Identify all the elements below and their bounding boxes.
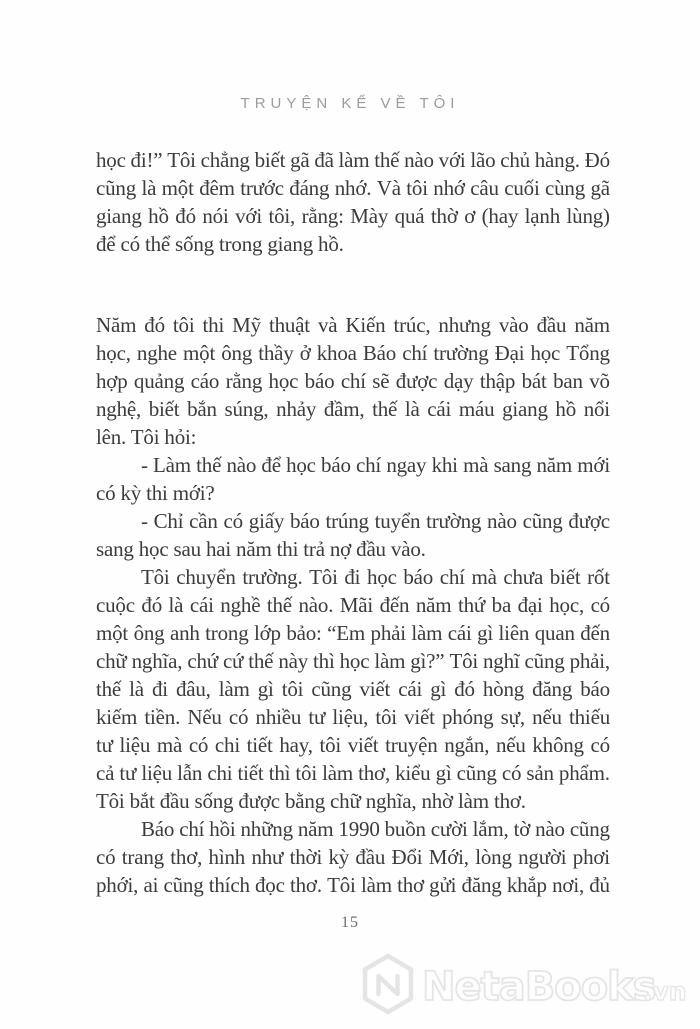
netabooks-watermark-graphic	[362, 950, 692, 1020]
text-line: Năm đó tôi thi Mỹ thuật và Kiến trúc, nhưng vào đầu năm	[96, 313, 610, 337]
text-line: học, nghe một ông thầy ở khoa Báo chí trường Đại học Tổng	[96, 341, 610, 365]
text-line: cuộc đó là cái nghề thế nào. Mãi đến năm thứ ba đại học, có	[96, 593, 610, 617]
netabooks-logo-icon	[365, 956, 411, 1012]
paragraph-dialogue	[96, 451, 610, 507]
paragraph-dialogue	[96, 507, 610, 563]
text-line: cũng là một đêm trước đáng nhớ. Và tôi nhớ câu cuối cùng gã	[96, 176, 610, 200]
paragraph	[96, 146, 610, 258]
page-number: 15	[341, 914, 359, 931]
watermark-tld-text: .vn	[643, 977, 687, 1006]
text-line: Tôi bắt đầu sống được bằng chữ nghĩa, nhờ làm thơ.	[96, 789, 526, 813]
text-line: có kỳ thi mới?	[96, 481, 215, 505]
paragraph	[96, 815, 610, 899]
text-line: học đi!” Tôi chẳng biết gã đã làm thế nào với lão chủ hàng. Đó	[96, 148, 610, 172]
running-title: TRUYỆN KỂ VỀ TÔI	[240, 95, 460, 112]
text-line: sang học sau hai năm thi trả nợ đầu vào.	[96, 537, 426, 561]
text-line: có trang thơ, hình như thời kỳ đầu Đổi Mới, lòng người phơi	[96, 845, 610, 869]
text-line: nghệ, biết bắn súng, nhảy đầm, thế là cái máu giang hồ nổi	[96, 397, 610, 421]
watermark-brand-text: NetaBooks	[422, 964, 656, 1010]
text-line: kiếm tiền. Nếu có nhiều tư liệu, tôi viết phóng sự, nếu thiếu	[96, 705, 610, 729]
text-line: Báo chí hồi những năm 1990 buồn cười lắm, tờ nào cũng	[141, 817, 610, 841]
paragraph	[96, 311, 610, 451]
watermark	[362, 950, 692, 1020]
text-line: - Làm thế nào để học báo chí ngay khi mà sang năm mới	[141, 453, 610, 477]
text-line: thế là đi đâu, làm gì tôi cũng viết cái gì đó hòng đăng báo	[96, 677, 610, 701]
text-line: tư liệu mà có chi tiết hay, tôi viết truyện ngắn, nếu không có	[96, 733, 610, 757]
text-line: Tôi chuyển trường. Tôi đi học báo chí mà chưa biết rốt	[141, 565, 610, 589]
text-line: lên. Tôi hỏi:	[96, 425, 197, 449]
text-line: một ông anh trong lớp bảo: “Em phải làm cái gì liên quan đến	[96, 621, 610, 645]
body-text	[96, 146, 610, 899]
text-line: phới, ai cũng thích đọc thơ. Tôi làm thơ gửi đăng khắp nơi, đủ	[96, 873, 610, 897]
text-line: giang hồ đó nói với tôi, rằng: Mày quá thờ ơ (hay lạnh lùng)	[96, 204, 610, 228]
text-line: hợp quảng cáo rằng học báo chí sẽ được dạy thập bát ban võ	[96, 369, 610, 393]
text-line: để có thể sống trong giang hồ.	[96, 232, 344, 256]
paragraph	[96, 563, 610, 815]
text-line: chữ nghĩa, chứ cứ thế này thì học làm gì?” Tôi nghĩ cũng phải,	[96, 649, 610, 673]
text-line: - Chỉ cần có giấy báo trúng tuyển trường nào cũng được	[141, 509, 610, 533]
text-line: cả tư liệu lẫn chi tiết thì tôi làm thơ, kiểu gì cũng có sản phẩm.	[96, 761, 610, 785]
